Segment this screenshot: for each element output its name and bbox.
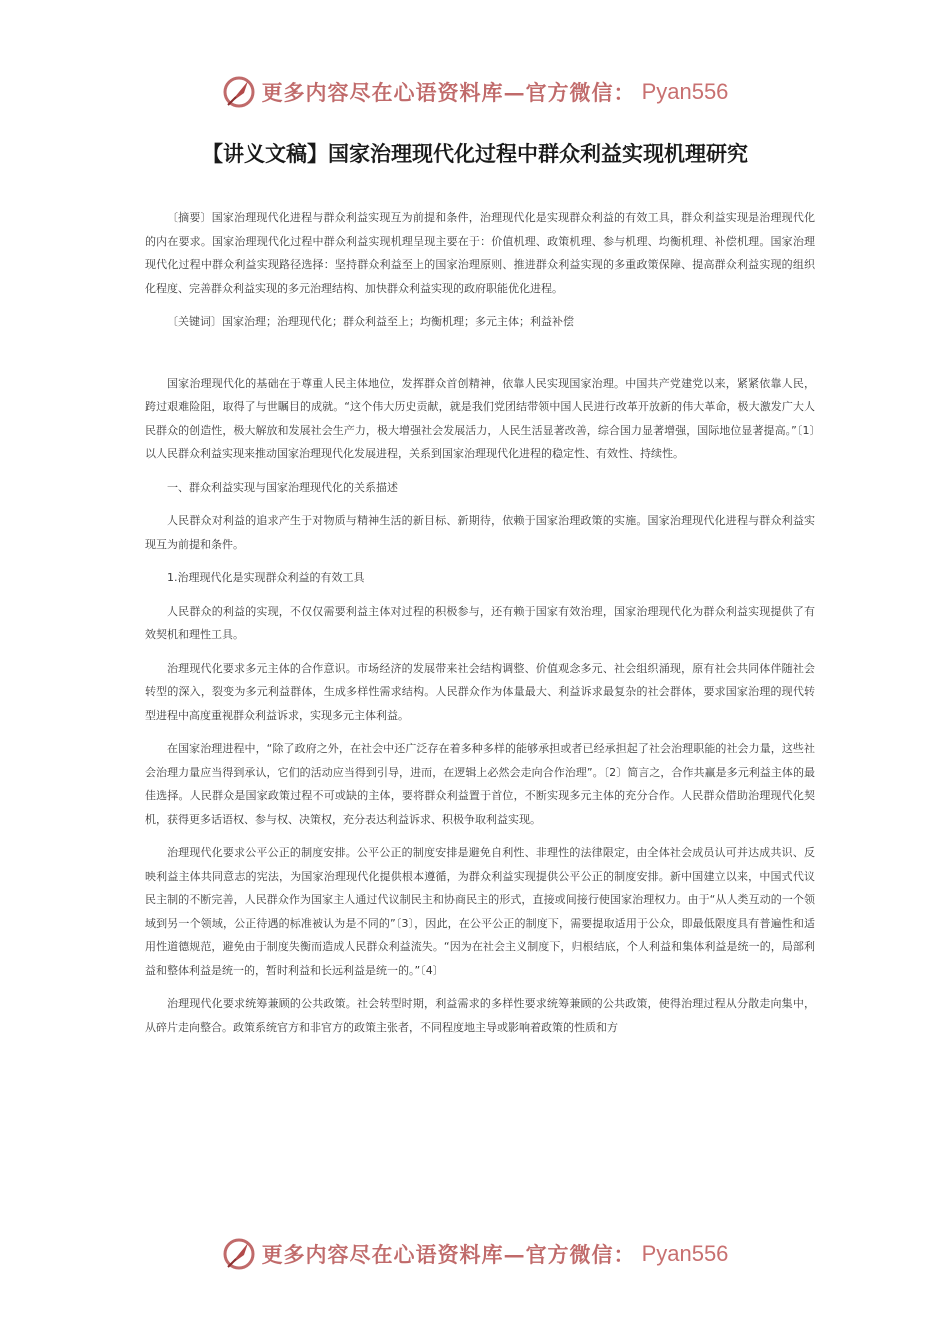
header-banner	[0, 72, 950, 112]
quill-logo-icon	[222, 1237, 256, 1271]
body-paragraph: 人民群众对利益的追求产生于对物质与精神生活的新目标、新期待，依赖于国家治理政策的实施。国家治理现代化进程与群众利益实现互为前提和条件。	[145, 514, 815, 551]
quill-logo-icon	[222, 75, 256, 109]
section-heading: 一、群众利益实现与国家治理现代化的关系描述	[167, 480, 398, 494]
body-paragraph: 治理现代化要求公平公正的制度安排。公平公正的制度安排是避免自利性、非理性的法律限定，由全体社会成员认可并达成共识、反映利益主体共同意志的宪法，为国家治理现代化提供根本遵循，为群众利益实现提供公平公正的制度安排。新中国建立以来，中国式代议民主制的不断完善，人民群众作为国家主人通过代议制民主和协商民主的形式，直接或间接行使国家治理权力。由于“从人类互动的一个领域到另一个领域，公正待遇的标准被认为是不同的”〔3〕，因此，在公平公正的制度下，需要提取适用于公众，即最低限度具有普遍性和适用性道德规范，避免由于制度失衡而造成人民群众利益流失。“因为在社会主义制度下，归根结底，个人利益和集体利益是统一的，局部利益和整体利益是统一的，暂时利益和长远利益是统一的。”〔4〕	[145, 846, 815, 977]
keywords-paragraph: 〔关键词〕国家治理；治理现代化；群众利益至上；均衡机理；多元主体；利益补偿	[167, 315, 574, 328]
abstract-paragraph: 〔摘要〕国家治理现代化进程与群众利益实现互为前提和条件，治理现代化是实现群众利益的有效工具，群众利益实现是治理现代化的内在要求。国家治理现代化过程中群众利益实现机理呈现主要在于：价值机理、政策机理、参与机理、均衡机理、补偿机理。国家治理现代化过程中群众利益实现路径选择：坚持群众利益至上的国家治理原则、推进群众利益实现的多重政策保障、提高群众利益实现的组织化程度、完善群众利益实现的多元治理结构、加快群众利益实现的政府职能优化进程。	[145, 211, 815, 295]
banner-text: 更多内容尽在心语资料库	[261, 1242, 504, 1267]
subsection-heading: 1.治理现代化是实现群众利益的有效工具	[167, 571, 365, 584]
body-paragraph: 人民群众的利益的实现，不仅仅需要利益主体对过程的积极参与，还有赖于国家有效治理，国家治理现代化为群众利益实现提供了有效契机和理性工具。	[145, 604, 815, 641]
footer-banner	[0, 1234, 950, 1274]
document-body	[145, 206, 815, 1049]
banner-separator: —	[503, 79, 526, 105]
banner-wechat-id: Pyan556	[641, 79, 729, 104]
banner-text: 更多内容尽在心语资料库	[261, 80, 504, 105]
body-paragraph: 治理现代化要求多元主体的合作意识。市场经济的发展带来社会结构调整、价值观念多元、社会组织涌现，原有社会共同体伴随社会转型的深入，裂变为多元利益群体，生成多样性需求结构。人民群众作为体量最大、利益诉求最复杂的社会群体，要求国家治理的现代转型进程中高度重视群众利益诉求，实现多元主体利益。	[145, 661, 815, 722]
banner-wechat-id: Pyan556	[641, 1241, 729, 1266]
body-paragraph: 在国家治理进程中，“除了政府之外，在社会中还广泛存在着多种多样的能够承担或者已经承担起了社会治理职能的社会力量，这些社会治理力量应当得到承认，它们的活动应当得到引导，进而，在逻辑上必然会走向合作治理”。〔2〕简言之，合作共赢是多元利益主体的最佳选择。人民群众是国家政策过程不可或缺的主体，要将群众利益置于首位，不断实现多元主体的充分合作。人民群众借助治理现代化契机，获得更多话语权、参与权、决策权，充分表达利益诉求、积极争取利益实现。	[145, 742, 815, 826]
banner-wechat-label: 官方微信：	[525, 80, 636, 105]
banner-separator: —	[503, 1241, 526, 1267]
intro-paragraph: 国家治理现代化的基础在于尊重人民主体地位，发挥群众首创精神，依靠人民实现国家治理。中国共产党建党以来，紧紧依靠人民，跨过艰难险阻，取得了与世瞩目的成就。“这个伟大历史贡献，就是我们党团结带领中国人民进行改革开放新的伟大革命，极大激发广大人民群众的创造性，极大解放和发展社会生产力，极大增强社会发展活力，人民生活显著改善，综合国力显著增强，国际地位显著提高。”〔1〕以人民群众利益实现来推动国家治理现代化发展进程，关系到国家治理现代化进程的稳定性、有效性、持续性。	[145, 376, 815, 460]
document-title: 【讲义文稿】国家治理现代化过程中群众利益实现机理研究	[202, 142, 748, 166]
body-paragraph: 治理现代化要求统筹兼顾的公共政策。社会转型时期，利益需求的多样性要求统筹兼顾的公共政策，使得治理过程从分散走向集中，从碎片走向整合。政策系统官方和非官方的政策主张者，不同程度地主导或影响着政策的性质和方	[145, 997, 815, 1034]
banner-wechat-label: 官方微信：	[525, 1242, 636, 1267]
